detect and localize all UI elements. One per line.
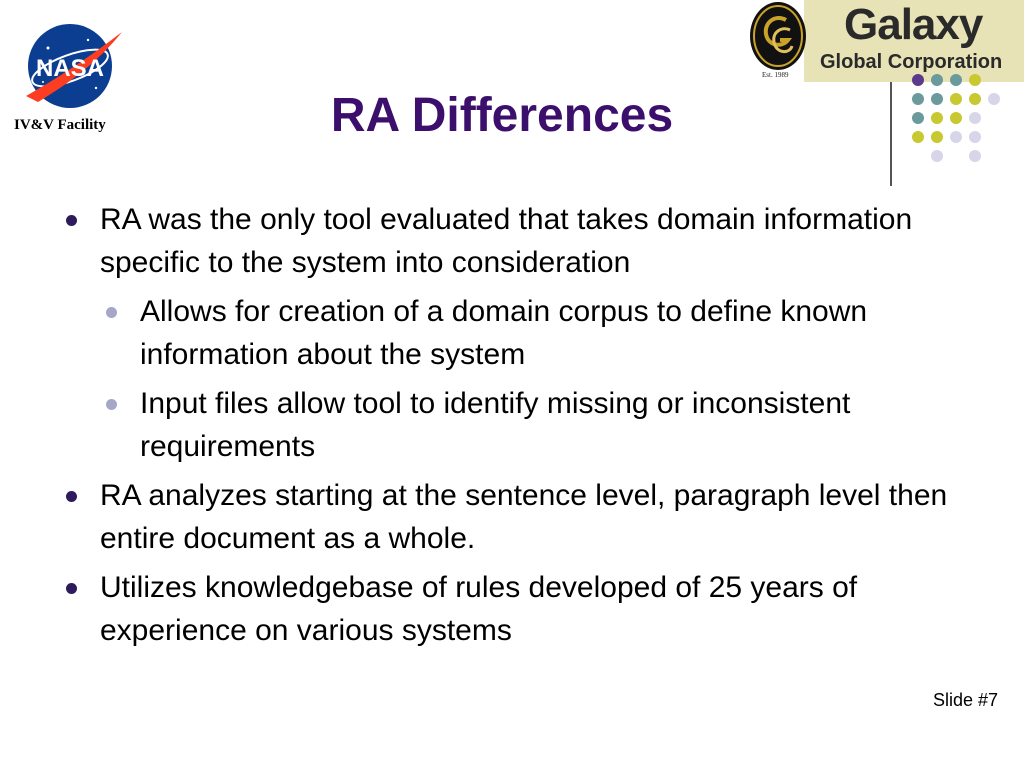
galaxy-emblem-icon	[748, 0, 808, 82]
bullet-item: RA analyzes starting at the sentence level, paragraph level then entire document as a whole.	[60, 474, 980, 560]
galaxy-word: Galaxy	[844, 0, 983, 49]
galaxy-est-label: Est. 1989	[762, 71, 789, 79]
bullet-item: Utilizes knowledgebase of rules developed of 25 years of experience on various systems	[60, 566, 980, 652]
bullet-list	[60, 198, 980, 658]
bullet-item: RA was the only tool evaluated that takes domain information specific to the system into consideration	[60, 198, 980, 284]
sub-bullet-item: Input files allow tool to identify missing or inconsistent requirements	[60, 382, 980, 468]
sub-bullet-item: Allows for creation of a domain corpus to define known information about the system	[60, 290, 980, 376]
nasa-logo-text: NASA	[35, 55, 105, 82]
slide-number: Slide #7	[932, 690, 998, 710]
galaxy-subtitle: Global Corporation	[820, 51, 1003, 73]
slide-title: RA Differences	[330, 89, 674, 142]
facility-label: IV&V Facility	[14, 117, 106, 133]
